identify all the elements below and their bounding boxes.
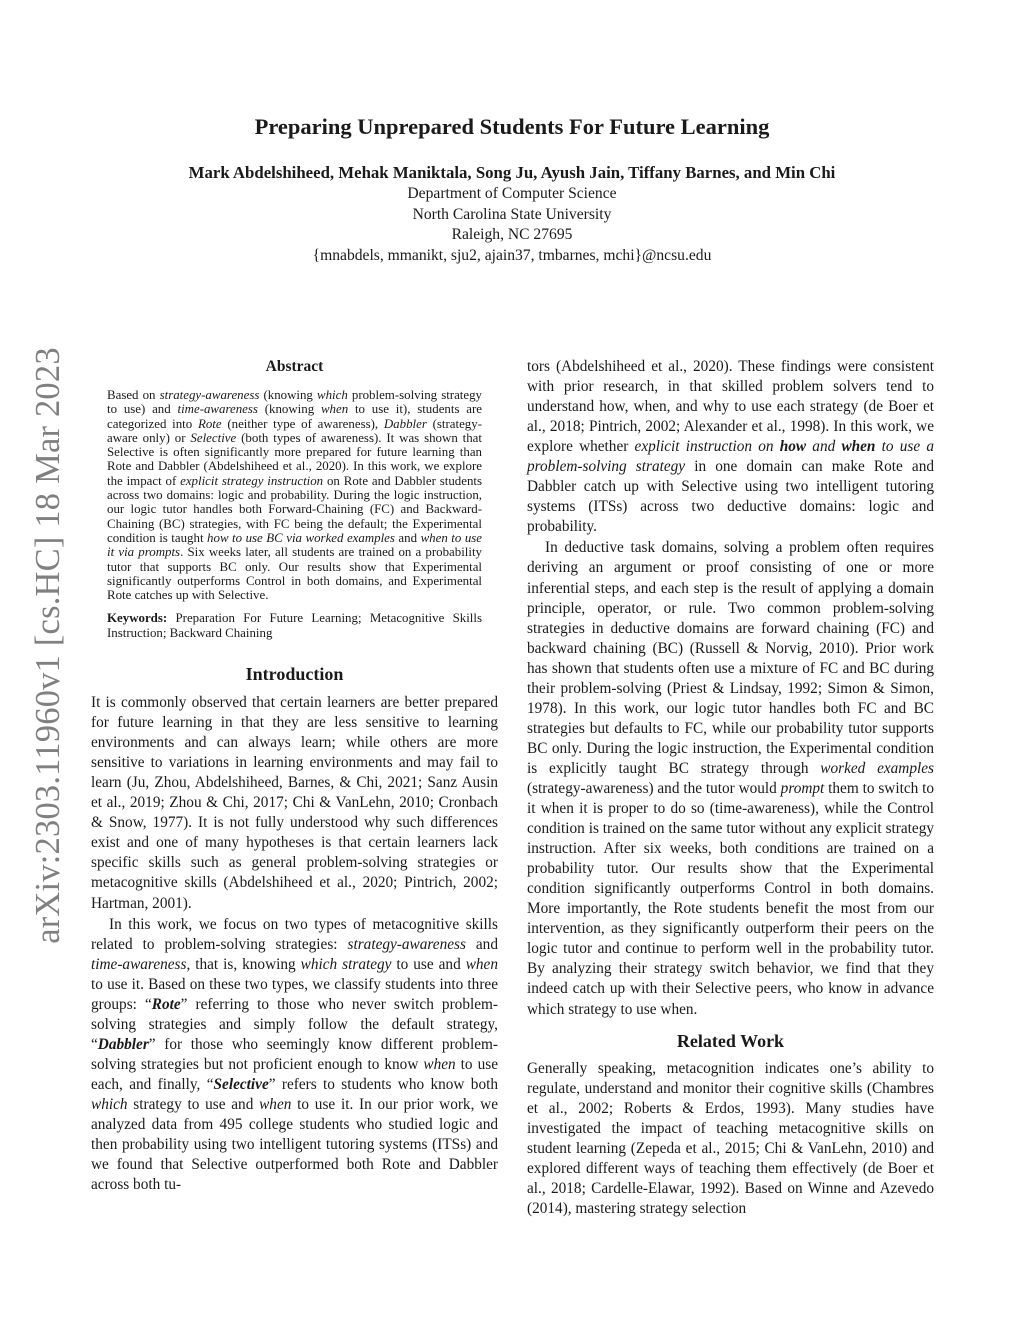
abstract-section	[91, 358, 498, 640]
author-list: Mark Abdelshiheed, Mehak Maniktala, Song Ju, Ayush Jain, Tiffany Barnes, and Min Chi	[188, 163, 836, 182]
affiliation-university: North Carolina State University	[412, 205, 612, 223]
introduction-paragraph-4: In deductive task domains, solving a problem often requires deriving an argument or proof consisting of one or more inferential steps, and each step is the result of applying a domain principle, operator, or rule. Two common problem-solving strategies in deductive domains are forward chaining (FC) and backward chaining (BC) (Russell & Norvig, 2010). Prior work has shown that students often use a mixture of FC and BC during their problem-solving (Priest & Lindsay, 1992; Simon & Simon, 1978). In this work, our logic tutor handles both FC and BC strategies but defaults to FC, while our probability tutor supports BC only. During the logic instruction, the Experimental condition is explicitly taught BC strategy through worked examples (strategy-awareness) and the tutor would prompt them to switch to it when it is proper to do so (time-awareness), while the Control condition is trained on the same tutor without any explicit strategy instruction. After six weeks, both conditions are trained on a probability tutor. Our results show that the Experimental condition significantly outperforms Control in both domains. More importantly, the Rote students benefit the most from our intervention, as they significantly outperform their peers on the logic tutor and continue to perform well in the probability tutor. By analyzing their strategy switch behavior, we find that they indeed catch up with their Selective peers, who know in advance which strategy to use when.	[527, 539, 934, 1018]
paper-header	[0, 114, 1024, 266]
related-work-heading: Related Work	[676, 1030, 785, 1051]
affiliation-address: Raleigh, NC 27695	[451, 226, 573, 244]
introduction-paragraph-1: It is commonly observed that certain learners are better prepared for future learning in that they are less sensitive to learning environments and can always learn; while others are more sensitive to variations in learning environments and may fail to learn (Ju, Zhou, Abdelshiheed, Barnes, & Chi, 2021; Sanz Ausin et al., 2019; Zhou & Chi, 2017; Chi & VanLehn, 2010; Cronbach & Snow, 1977). It is not fully understood why such differences exist and one of many hypotheses is that certain learners lack specific skills such as general problem-solving strategies or metacognitive skills (Abdelshiheed et al., 2020; Pintrich, 2002; Hartman, 2001).	[91, 694, 498, 912]
left-column	[91, 358, 498, 1195]
paper-title: Preparing Unprepared Students For Future Learning	[254, 114, 770, 139]
keywords	[107, 611, 482, 640]
arxiv-stamp	[22, 345, 74, 945]
keywords-text: Preparation For Future Learning; Metacognitive Skills Instruction; Backward Chaining	[107, 611, 482, 640]
right-column	[527, 357, 934, 1219]
affiliation-block	[0, 184, 1024, 266]
introduction-paragraph-2: In this work, we focus on two types of metacognitive skills related to problem-solving strategies: strategy-awareness and time-awareness, that is, knowing which strategy to use and when to use it. Based on these two types, we classify students into three groups: “Rote” referring to those who never switch problem-solving strategies and simply follow the default strategy, “Dabbler” for those who seemingly know different problem-solving strategies but not proficient enough to know when to use each, and finally, “Selective” refers to students who know both which strategy to use and when to use it. In our prior work, we analyzed data from 495 college students who studied logic and then probability using two intelligent tutoring systems (ITSs) and we found that Selective outperformed both Rote and Dabbler across both tu-	[91, 915, 499, 1194]
arxiv-stamp-text: arXiv:2303.11960v1 [cs.HC] 18 Mar 2023	[28, 346, 67, 944]
abstract-heading: Abstract	[265, 358, 324, 375]
keywords-label: Keywords:	[107, 611, 168, 626]
introduction-heading: Introduction	[245, 664, 344, 685]
introduction-paragraph-3: tors (Abdelshiheed et al., 2020). These findings were consistent with prior research, in that skilled problem solvers tend to understand how, when, and why to use each strategy (de Boer et al., 2018; Pintrich, 2002; Alexander et al., 1998). In this work, we explore whether explicit instruction on how and when to use a problem-solving strategy in one domain can make Rote and Dabbler catch up with Selective using two intelligent tutoring systems (ITSs) across two deductive domains: logic and probability.	[527, 358, 935, 536]
related-work-paragraph: Generally speaking, metacognition indicates one’s ability to regulate, understand and monitor their cognitive skills (Chambres et al., 2002; Roberts & Erdos, 1993). Many studies have investigated the impact of teaching metacognitive skills on student learning (Zepeda et al., 2015; Chi & VanLehn, 2010) and explored different ways of teaching them effectively (de Boer et al., 2018; Cardelle-Elawar, 1992). Based on Winne and Azevedo (2014), mastering strategy selection	[527, 1059, 934, 1217]
abstract-text: Based on strategy-awareness (knowing which problem-solving strategy to use) and time-awareness (knowing when to use it), students are categorized into Rote (neither type of awareness), Dabbler (strategy-aware only) or Selective (both types of awareness). It was shown that Selective is often significantly more prepared for future learning than Rote and Dabbler (Abdelshiheed et al., 2020). In this work, we explore the impact of explicit strategy instruction on Rote and Dabbler students across two domains: logic and probability. During the logic instruction, our logic tutor handles both Forward-Chaining (FC) and Backward-Chaining (BC) strategies, with FC being the default; the Experimental condition is taught how to use BC via worked examples and when to use it via prompts. Six weeks later, all students are trained on a probability tutor that supports BC only. Our results show that Experimental significantly outperforms Control in both domains, and Experimental Rote catches up with Selective.	[107, 388, 482, 603]
affiliation-emails: {mnabdels, mmanikt, sju2, ajain37, tmbarnes, mchi}@ncsu.edu	[312, 246, 712, 264]
affiliation-department: Department of Computer Science	[407, 185, 617, 202]
